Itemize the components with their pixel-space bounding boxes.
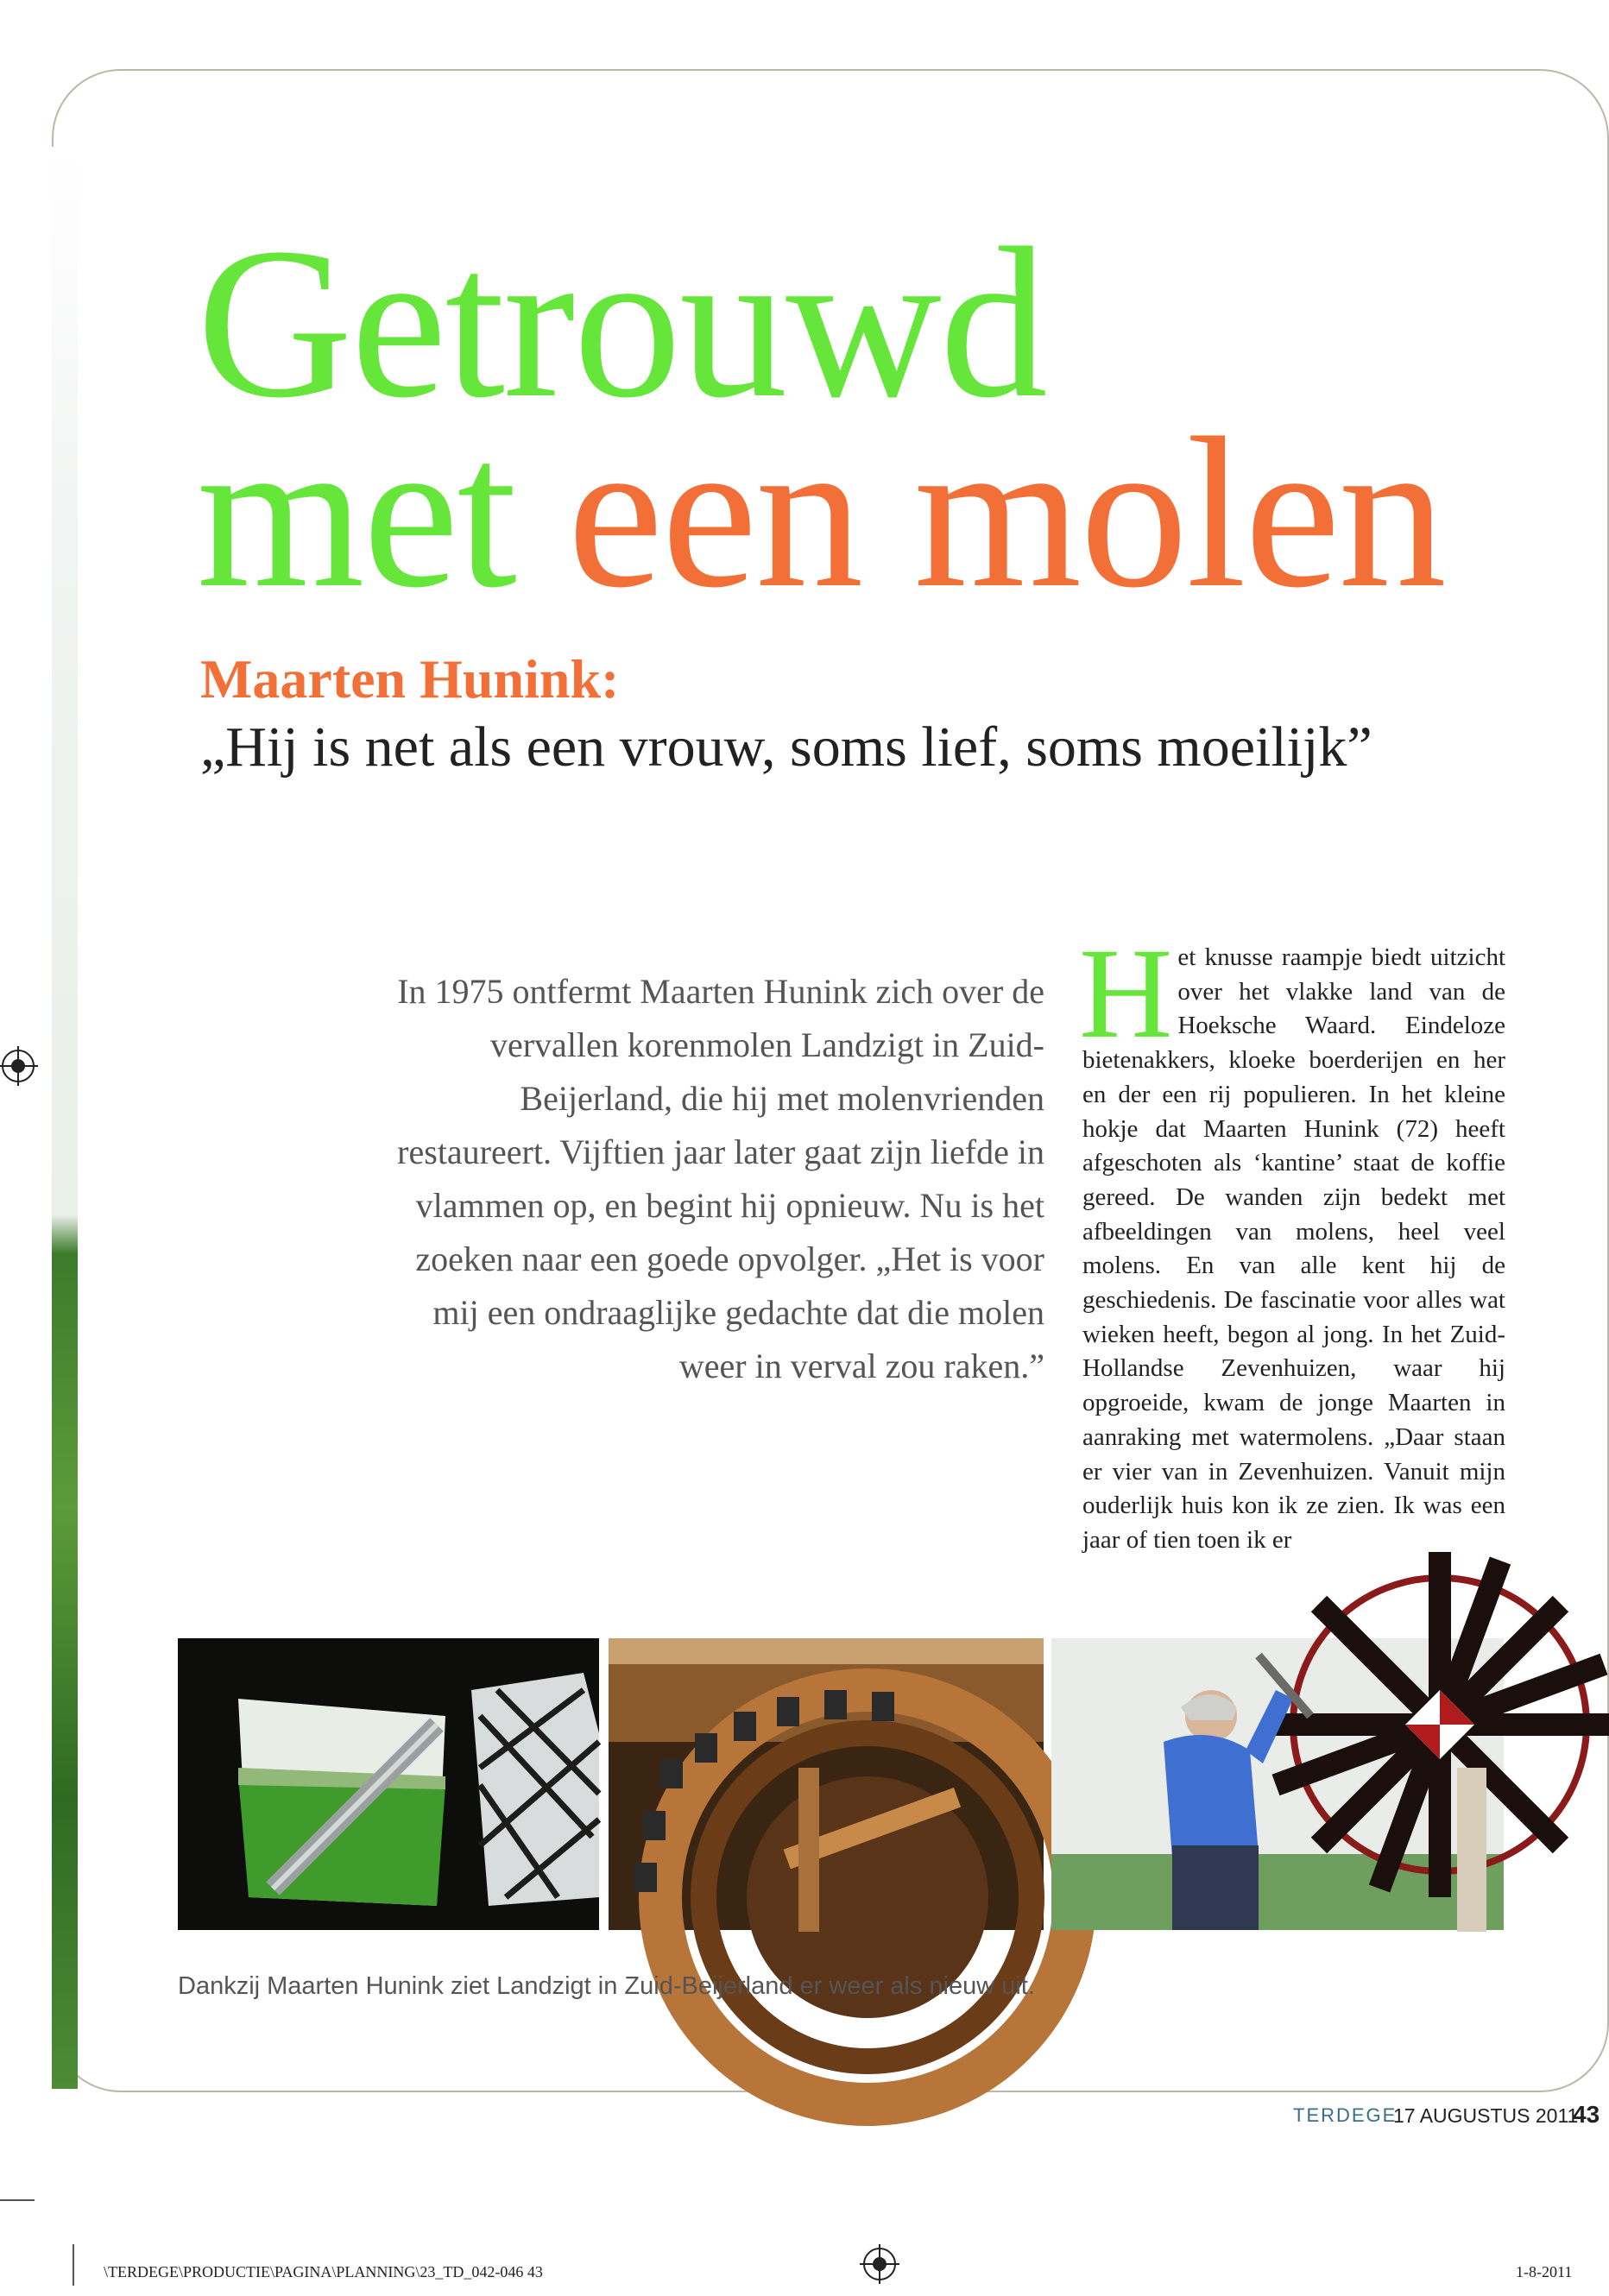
title-words-een-molen: een molen: [567, 394, 1445, 633]
photo-miller-at-wheel: [1051, 1638, 1504, 1930]
footer-page-number: 43: [1573, 2101, 1600, 2128]
registration-mark-icon: [2, 1050, 35, 1082]
title-line-1: Getrouwd: [197, 204, 1046, 443]
print-slug-path: \TERDEGE\PRODUCTIE\PAGINA\PLANNING\23_TD_042-046 43: [104, 2263, 543, 2280]
registration-mark-icon: [863, 2248, 896, 2280]
article-title: [197, 204, 1445, 633]
body-column: [1079, 922, 1505, 1558]
title-word-met: met: [197, 394, 515, 633]
photo-caption: Dankzij Maarten Hunink ziet Landzigt in Zuid-Beijerland er weer als nieuw uit.: [178, 1972, 1035, 2000]
footer-date: 17 AUGUSTUS 2011: [1393, 2104, 1579, 2127]
footer-magazine: TERDEGE: [1293, 2104, 1398, 2126]
photo-wooden-gears: [609, 1638, 1044, 1930]
crop-mark: [0, 2199, 35, 2201]
photo-window-view: [178, 1638, 599, 1930]
intro-paragraph: In 1975 ontfermt Maarten Hunink zich over de vervallen korenmolen Landzigt in Zuid-Beijerland, die hij met molenvrienden restaureert. Vijftien jaar later gaat zijn liefde in vlammen op, en begint hij opnieuw. Nu is het zoeken naar een goede opvolger. „Het is voor mij een ondraaglijke gedachte dat die molen weer in verval zou raken.”: [397, 972, 1044, 1385]
subtitle-name: Maarten Hunink:: [200, 648, 620, 710]
left-photo-strip: [52, 147, 78, 2089]
print-slug-date: 1-8-2011: [1516, 2263, 1573, 2280]
subtitle-quote: „Hij is net als een vrouw, soms lief, soms moeilijk”: [200, 716, 1372, 779]
body-text: et knusse raampje biedt uitzicht over het vlakke land van de Hoeksche Waard. Eindeloze bietenakkers, kloeke boerderijen en her en der een rij populieren. In het kleine hokje dat Maarten Hunink (72) heeft afgeschoten als ‘kantine’ staat de koffie gereed. De wanden zijn bedekt met afbeeldingen van molens, heel veel molens. En van alle kent hij de geschiedenis. De fascinatie voor alles wat wieken heeft, begon al jong. In het Zuid-Hollandse Zevenhuizen, waar hij opgroeide, kwam de jonge Maarten in aanraking met watermolens. „Daar staan er vier van in Zevenhuizen. Vanuit mijn ouderlijk huis kon ik ze zien. Ik was een jaar of tien toen ik er: [1082, 943, 1505, 1554]
drop-cap: H: [1079, 922, 1173, 1065]
title-line-2: [197, 394, 1445, 633]
crop-mark: [73, 2244, 74, 2286]
